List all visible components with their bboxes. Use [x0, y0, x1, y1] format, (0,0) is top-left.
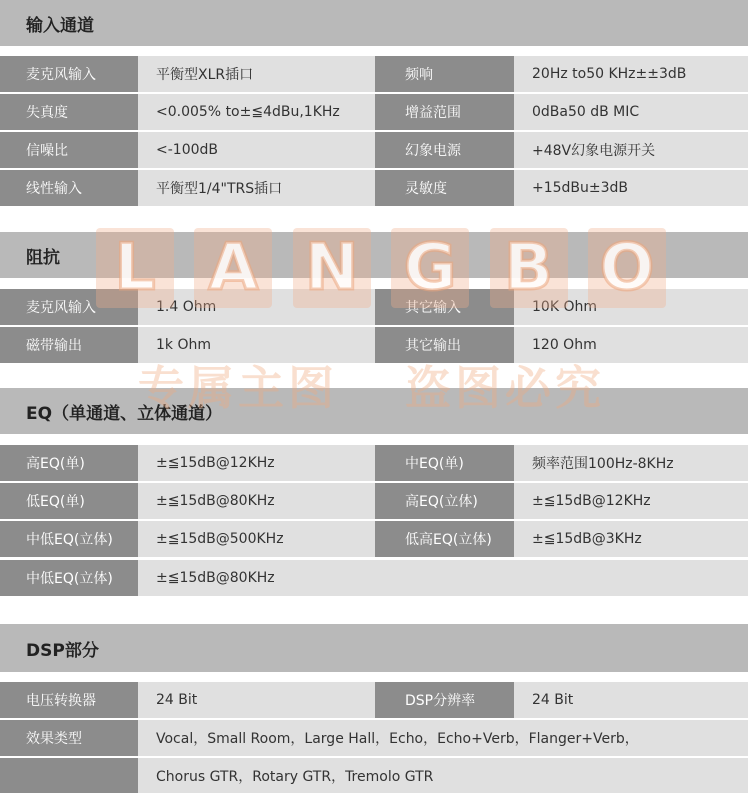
spec-value: 20Hz to50 KHz±±3dB [514, 56, 748, 92]
spec-label: DSP分辨率 [375, 682, 514, 718]
spec-value: +15dBu±3dB [514, 170, 748, 206]
section-title-impedance: 阻抗 [0, 232, 748, 278]
spec-value: 24 Bit [514, 682, 748, 718]
spec-value: 平衡型1/4"TRS插口 [138, 170, 375, 206]
table-row [0, 289, 748, 325]
spec-label: 增益范围 [375, 94, 514, 130]
spec-label: 麦克风输入 [0, 289, 138, 325]
table-row [0, 94, 748, 130]
spec-label: 中EQ(单) [375, 445, 514, 481]
section-title-input: 输入通道 [0, 0, 748, 46]
spec-label: 中低EQ(立体) [0, 560, 138, 596]
table-row [0, 758, 748, 793]
spec-value: 1.4 Ohm [138, 289, 375, 325]
spec-label: 磁带输出 [0, 327, 138, 363]
spec-value: Vocal，Small Room，Large Hall，Echo，Echo+Verb，Flanger+Verb， [138, 720, 748, 756]
spec-label: 线性输入 [0, 170, 138, 206]
spec-label: 低高EQ(立体) [375, 521, 514, 557]
watermark-letter: A [194, 228, 272, 308]
table-row [0, 170, 748, 206]
watermark-letter: N [293, 228, 371, 308]
spec-label: 效果类型 [0, 720, 138, 756]
spec-label: 高EQ(单) [0, 445, 138, 481]
spec-value: ±≦15dB@80KHz [138, 483, 375, 519]
watermark-letter: O [588, 228, 666, 308]
watermark-letter: B [490, 228, 568, 308]
spec-value: +48V幻象电源开关 [514, 132, 748, 168]
spec-label: 高EQ(立体) [375, 483, 514, 519]
spec-value: ±≦15dB@500KHz [138, 521, 375, 557]
spec-label: 中低EQ(立体) [0, 521, 138, 557]
spec-value: <0.005% to±≦4dBu,1KHz [138, 94, 375, 130]
spec-label: 其它输出 [375, 327, 514, 363]
spec-value: 1k Ohm [138, 327, 375, 363]
spec-value: 24 Bit [138, 682, 375, 718]
spec-value: <-100dB [138, 132, 375, 168]
spec-value: 频率范围100Hz-8KHz [514, 445, 748, 481]
spec-value: 120 Ohm [514, 327, 748, 363]
spec-label: 电压转换器 [0, 682, 138, 718]
section-title-dsp: DSP部分 [0, 624, 748, 672]
table-row [0, 445, 748, 481]
spec-label: 灵敏度 [375, 170, 514, 206]
spec-value: ±≦15dB@12KHz [138, 445, 375, 481]
table-row [0, 327, 748, 363]
spec-value: 平衡型XLR插口 [138, 56, 375, 92]
spec-label: 信噪比 [0, 132, 138, 168]
table-row [0, 483, 748, 519]
spec-label: 麦克风输入 [0, 56, 138, 92]
watermark-letter: G [391, 228, 469, 308]
spec-value: 0dBa50 dB MIC [514, 94, 748, 130]
spec-value: ±≦15dB@80KHz [138, 560, 748, 596]
table-row [0, 132, 748, 168]
spec-label-empty [0, 758, 138, 793]
watermark-letter: L [96, 228, 174, 308]
spec-value: Chorus GTR，Rotary GTR，Tremolo GTR [138, 758, 748, 793]
spec-value: ±≦15dB@12KHz [514, 483, 748, 519]
spec-value: 10K Ohm [514, 289, 748, 325]
table-row [0, 682, 748, 718]
table-row [0, 720, 748, 756]
spec-label: 幻象电源 [375, 132, 514, 168]
table-row [0, 56, 748, 92]
spec-label: 其它输入 [375, 289, 514, 325]
watermark-text-left: 专属主图 [138, 361, 338, 415]
table-row [0, 560, 748, 596]
table-row [0, 521, 748, 557]
spec-value: ±≦15dB@3KHz [514, 521, 748, 557]
spec-label: 失真度 [0, 94, 138, 130]
spec-label: 频响 [375, 56, 514, 92]
watermark-text-right: 盗图必究 [405, 361, 605, 415]
section-title-eq: EQ（单通道、立体通道） [0, 388, 748, 434]
spec-label: 低EQ(单) [0, 483, 138, 519]
